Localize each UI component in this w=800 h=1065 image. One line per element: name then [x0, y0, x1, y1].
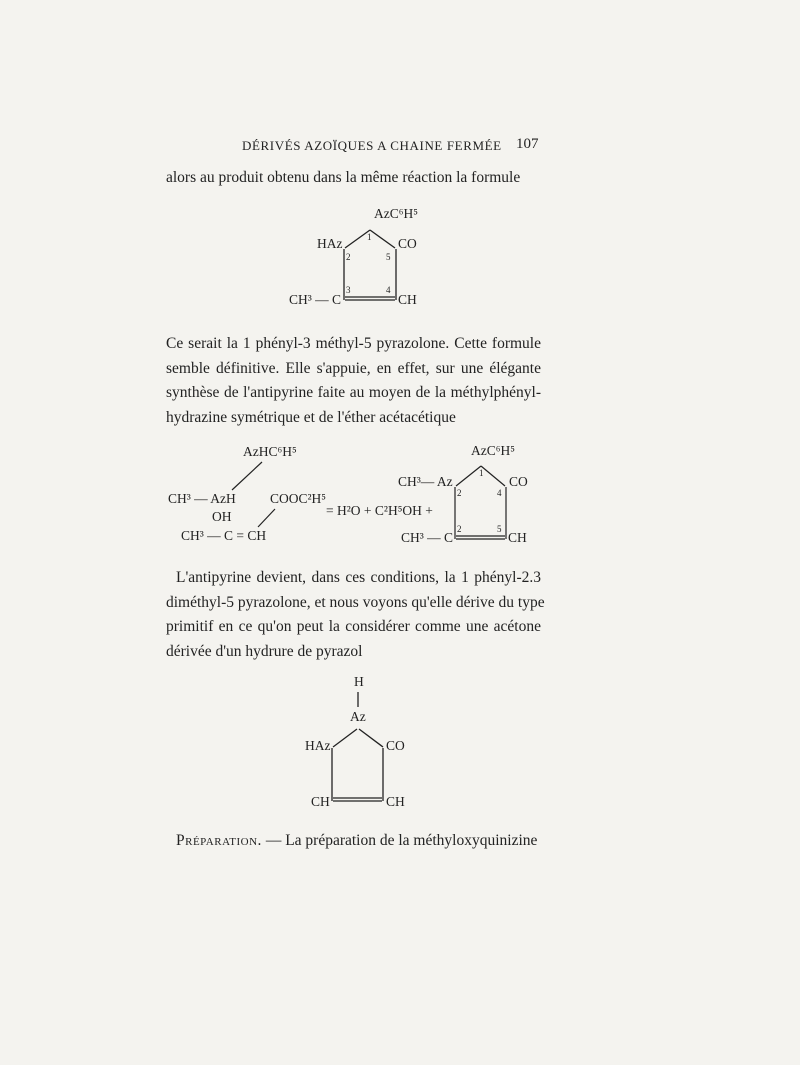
position-number: 1 [479, 468, 484, 478]
formula-1-right-group: CO [398, 236, 417, 251]
product-top-group: AzC⁶H⁵ [471, 443, 515, 458]
reaction-products: = H²O + C²H⁵OH + [326, 503, 433, 518]
formula-3-hydrogen: H [354, 674, 364, 689]
text-line: primitif en ce qu'on peut la considérer comme une acétone [166, 618, 541, 635]
reactant-bottom-chain: CH³ — C = CH [181, 528, 267, 543]
formula-1-left-group: HAz [317, 236, 343, 251]
formula-1-top-group: AzC⁶H⁵ [374, 206, 418, 221]
preparation-label: Préparation. [176, 832, 262, 849]
position-number: 4 [497, 488, 502, 498]
preparation-text: — La préparation de la méthyloxyquinizine [265, 832, 538, 849]
reactant-hydrazine-group: AzHC⁶H⁵ [243, 444, 297, 459]
formula-3-bottom-left-group: CH [311, 794, 330, 809]
position-number: 4 [386, 285, 391, 295]
position-number: 5 [497, 524, 502, 534]
product-bottom-right-group: CH [508, 530, 527, 545]
position-number: 2 [457, 488, 462, 498]
position-number: 3 [346, 285, 351, 295]
text-line: hydrazine symétrique et de l'éther acétacétique [166, 408, 456, 426]
formula-3-left-group: HAz [305, 738, 331, 753]
position-number: 5 [386, 252, 391, 262]
text-line: synthèse de l'antipyrine faite au moyen de la méthylphényl- [166, 384, 541, 401]
preparation-line [176, 832, 537, 850]
text-line: alors au produit obtenu dans la même réaction la formule [166, 169, 521, 186]
position-number: 2 [457, 524, 462, 534]
text-line: diméthyl-5 pyrazolone, et nous voyons qu'elle dérive du type [166, 593, 545, 611]
page-number: 107 [516, 136, 539, 152]
running-header: DÉRIVÉS AZOÏQUES A CHAINE FERMÉE [242, 138, 502, 153]
formula-3-bottom-right-group: CH [386, 794, 405, 809]
position-number: 1 [367, 232, 372, 242]
reactant-hydroxyl-group: OH [212, 509, 232, 524]
formula-3-nitrogen: Az [350, 709, 366, 724]
position-number: 2 [346, 252, 351, 262]
formula-1-bottom-right-group: CH [398, 292, 417, 307]
formula-1-bottom-left-group: CH³ — C [289, 292, 342, 307]
reactant-ester-group: COOC²H⁵ [270, 491, 327, 506]
text-line: dérivée d'un hydrure de pyrazol [166, 642, 363, 660]
reactant-methylamine-group: CH³ — AzH [168, 491, 236, 506]
product-bottom-left-group: CH³ — C [401, 530, 454, 545]
formula-3-right-group: CO [386, 738, 405, 753]
product-left-group: CH³— Az [398, 474, 453, 489]
text-line: semble définitive. Elle s'appuie, en effet, sur une élégante [166, 359, 541, 377]
text-line: Ce serait la 1 phényl-3 méthyl-5 pyrazolone. Cette formule [166, 335, 541, 352]
text-line: L'antipyrine devient, dans ces conditions, la 1 phényl-2.3 [176, 569, 541, 586]
product-right-group: CO [509, 474, 528, 489]
